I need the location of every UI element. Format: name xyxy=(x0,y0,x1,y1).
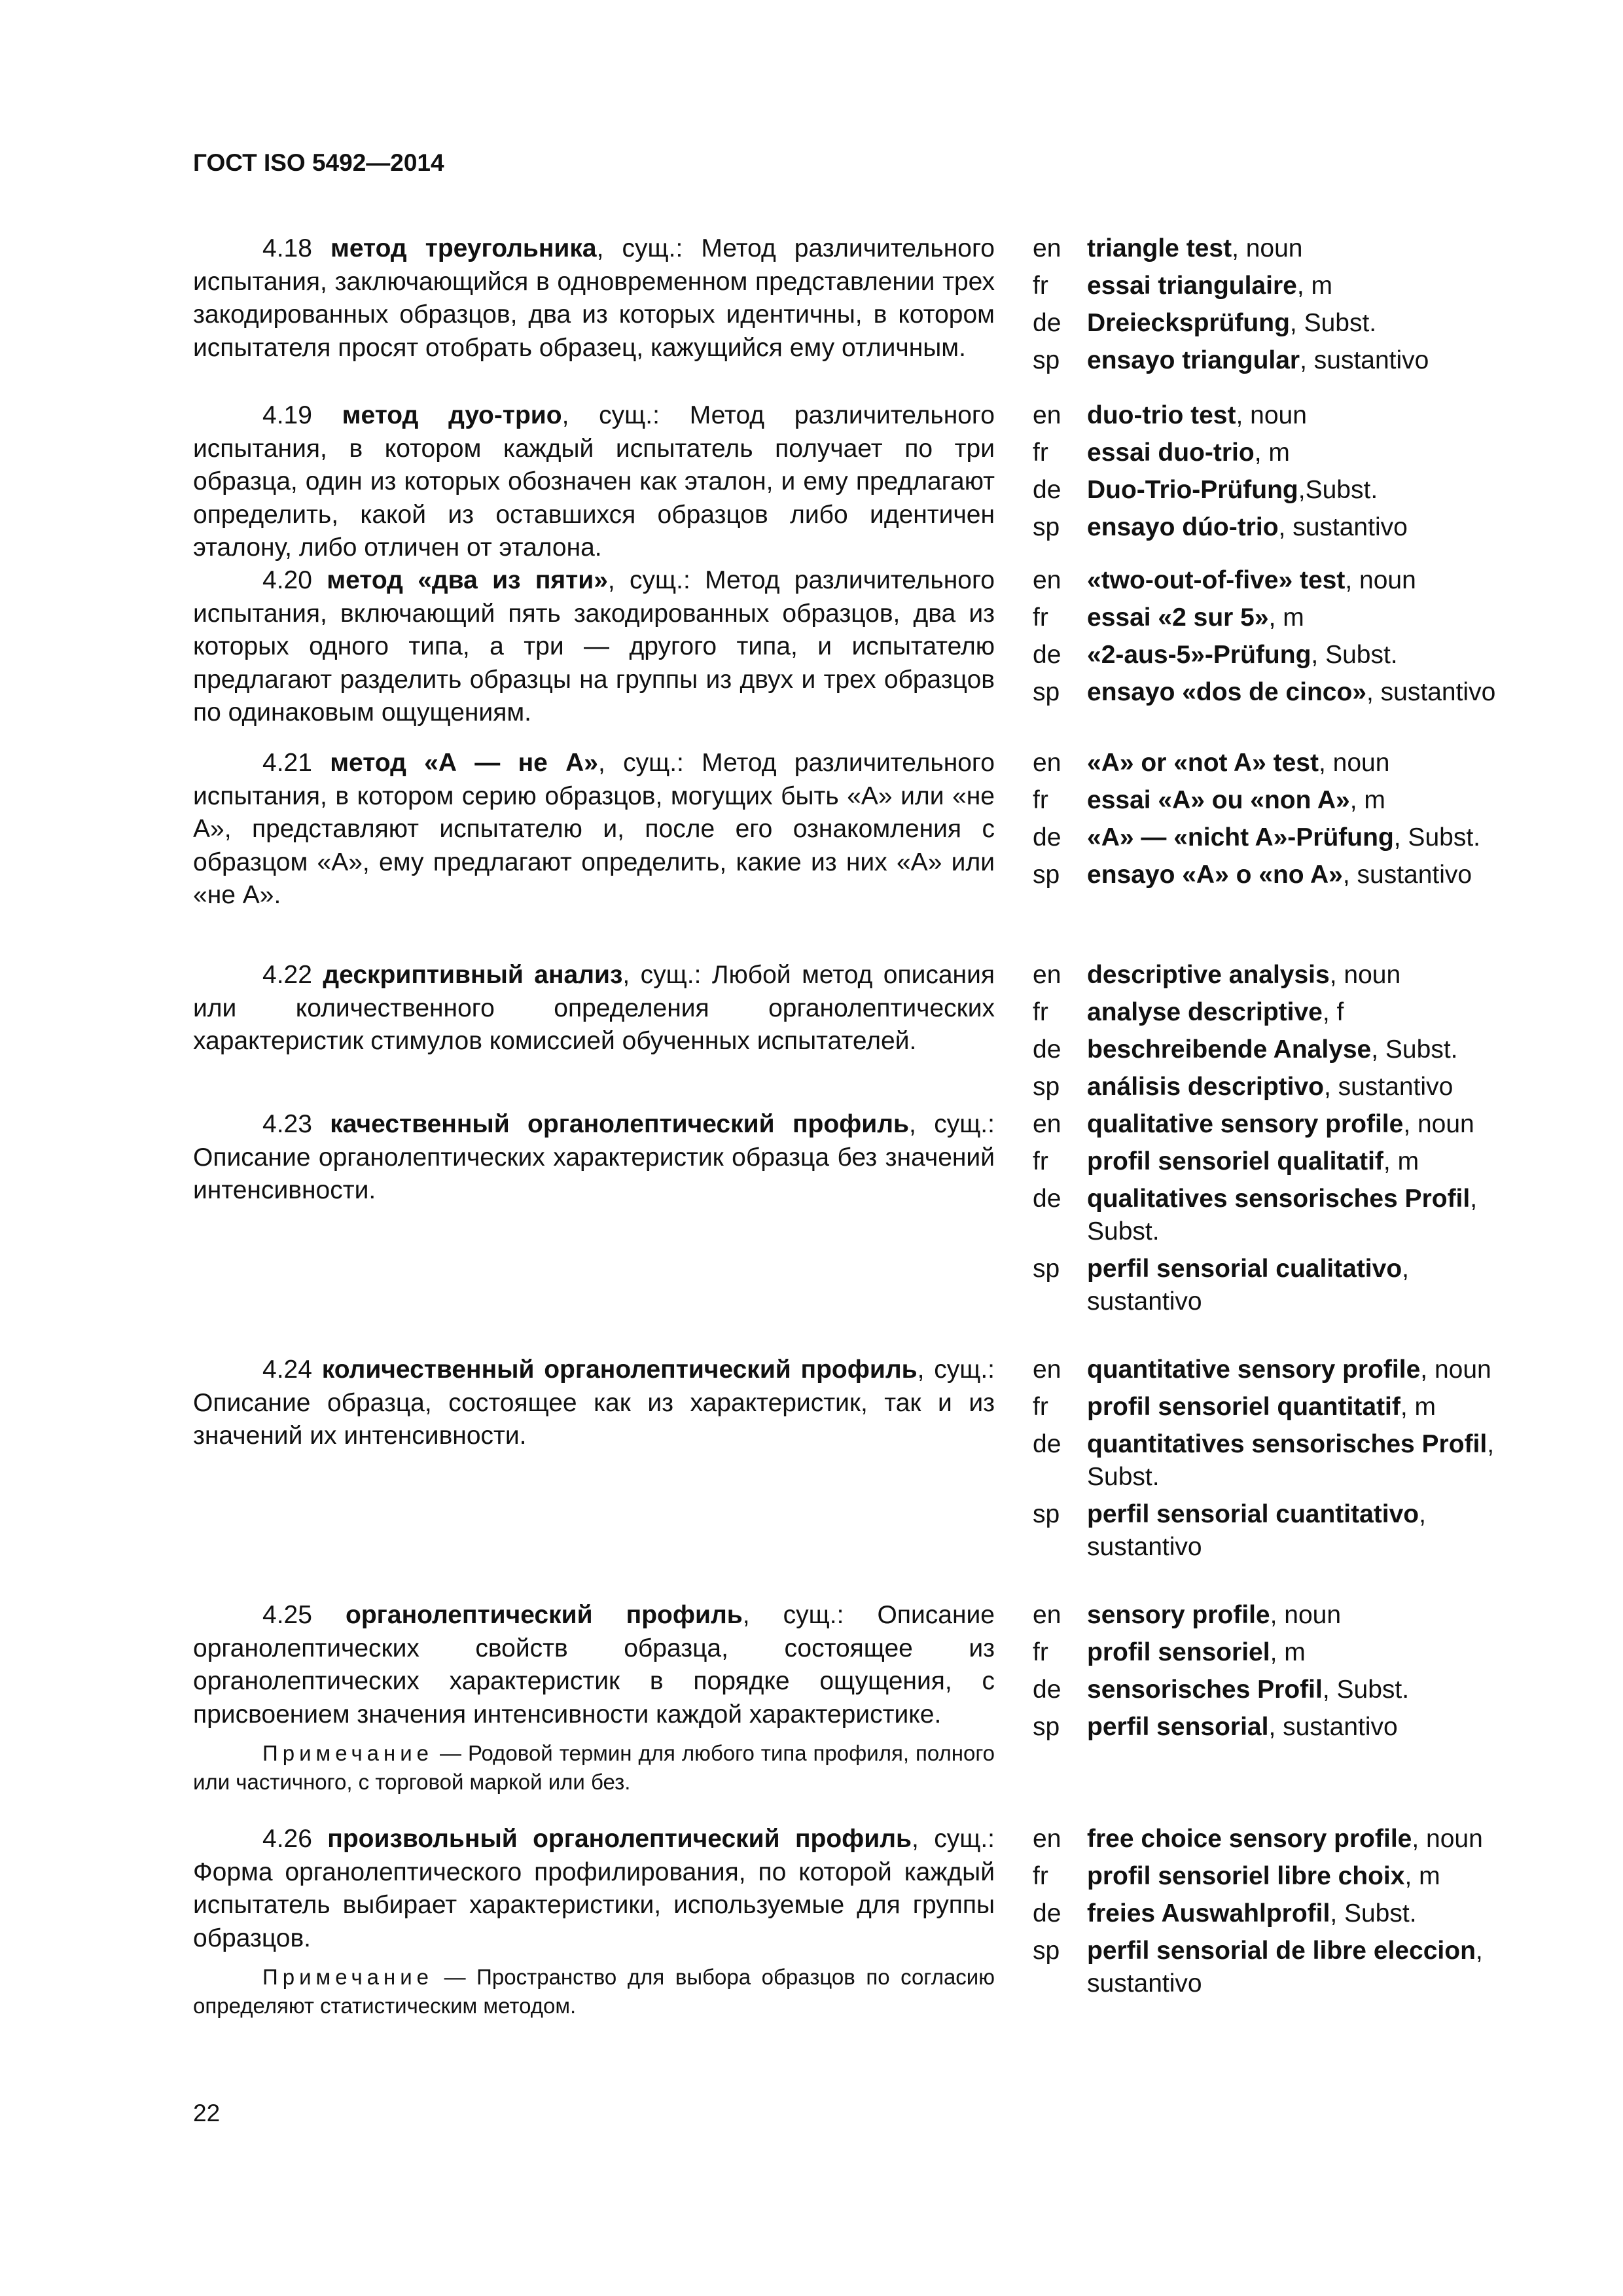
definition-paragraph xyxy=(193,959,995,1058)
definition-paragraph xyxy=(193,1599,995,1731)
translation-row xyxy=(1033,1860,1530,1893)
lang-code: de xyxy=(1033,1035,1061,1064)
lang-code: fr xyxy=(1033,439,1048,467)
lang-code: en xyxy=(1033,1825,1061,1853)
translation-term: freies Auswahlprofil xyxy=(1087,1899,1330,1928)
translation-row xyxy=(1033,1354,1530,1386)
entry-number: 4.26 xyxy=(262,1825,312,1853)
translation-row xyxy=(1033,821,1530,854)
translation-term: essai «2 sur 5» xyxy=(1087,603,1269,632)
grammar-note: , noun xyxy=(1318,749,1390,777)
translation-term: quantitatives sensorisches Profil xyxy=(1087,1430,1488,1458)
translation-term: free choice sensory profile xyxy=(1087,1825,1412,1853)
grammar-note: , Subst. xyxy=(1311,641,1398,669)
translation-term: profil sensoriel quantitatif xyxy=(1087,1393,1400,1421)
document-header: ГОСТ ISO 5492—2014 xyxy=(193,149,444,176)
entry-number: 4.22 xyxy=(262,961,312,989)
grammar-note: , noun xyxy=(1420,1355,1491,1384)
translation-term: perfil sensorial cuantitativo xyxy=(1087,1500,1419,1528)
lang-code: sp xyxy=(1033,678,1060,706)
translation-term: essai «A» ou «non A» xyxy=(1087,786,1350,814)
translation-term: «A» — «nicht A»-Prüfung xyxy=(1087,823,1394,852)
translations xyxy=(1033,232,1530,382)
definition-paragraph xyxy=(193,564,995,730)
definition-text: , сущ.: Метод различительного испытания, в котором каждый испытатель получает по три образца, один из которых обозначен как эталон, и ему предлагают определить, какой из оставшихся образцов либо идентичен эталону, либо отличен от эталона. xyxy=(193,401,995,562)
lang-code: sp xyxy=(1033,513,1060,541)
translation-row xyxy=(1033,1391,1530,1424)
russian-term: метод «А — не А» xyxy=(330,749,598,777)
translation-row xyxy=(1033,1599,1530,1632)
note-text: — Пространство для выбора образцов по согласию определяют статистическим методом. xyxy=(193,1965,995,2018)
translation-term: Dreiecksprüfung xyxy=(1087,309,1290,337)
russian-definition xyxy=(193,1108,995,1208)
translation-row xyxy=(1033,1935,1530,2000)
lang-code: fr xyxy=(1033,1638,1048,1666)
translation-term: Duo-Trio-Prüfung xyxy=(1087,476,1298,504)
lang-code: sp xyxy=(1033,1937,1060,1965)
translation-term: profil sensoriel libre choix xyxy=(1087,1862,1405,1890)
page-number: 22 xyxy=(193,2100,221,2126)
lang-code: en xyxy=(1033,749,1061,777)
lang-code: de xyxy=(1033,476,1061,504)
translation-term: perfil sensorial xyxy=(1087,1713,1269,1741)
translation-term: analyse descriptive xyxy=(1087,998,1323,1026)
definition-text: , сущ.: Метод различительного испытания, в котором серию образцов, могущих быть «А» или «не А», представляют испытателю и, после его ознакомления с образцом «А», ему предлагают определить, какие из них «А» или «не А». xyxy=(193,749,995,909)
lang-code: fr xyxy=(1033,272,1048,300)
grammar-note: , sustantivo xyxy=(1342,861,1472,889)
definition-text: , сущ.: Метод различительного испытания, включающий пять закодированных образцов, два из которых одного типа, а три — другого типа, и испытателю предлагают разделить образцы на группы из двух и трех образцов по одинаковым ощущениям. xyxy=(193,566,995,726)
russian-definition xyxy=(193,1823,995,2020)
russian-definition xyxy=(193,1354,995,1453)
translation-row xyxy=(1033,1636,1530,1669)
grammar-note: , noun xyxy=(1403,1110,1474,1138)
grammar-note: , sustantivo xyxy=(1366,678,1496,706)
lang-code: en xyxy=(1033,566,1061,594)
definition-text: , сущ.: Форма органолептического профилирования, по которой каждый испытатель выбирает характеристики, используемые для группы образцов. xyxy=(193,1825,995,1952)
note-label: Примечание xyxy=(262,1965,434,1989)
grammar-note: , m xyxy=(1270,1638,1306,1666)
russian-term: органолептический профиль xyxy=(346,1601,743,1629)
translation-term: essai duo-trio xyxy=(1087,439,1255,467)
translation-row xyxy=(1033,1823,1530,1856)
translation-term: ensayo «dos de cinco» xyxy=(1087,678,1367,706)
definition-paragraph xyxy=(193,399,995,565)
lang-code: de xyxy=(1033,641,1061,669)
grammar-note: , m xyxy=(1254,439,1290,467)
russian-definition xyxy=(193,747,995,912)
translation-row xyxy=(1033,270,1530,302)
lang-code: de xyxy=(1033,1430,1061,1458)
russian-term: метод дуо-трио xyxy=(342,401,562,429)
translation-row xyxy=(1033,996,1530,1029)
translation-row xyxy=(1033,1071,1530,1103)
note-paragraph xyxy=(193,1963,995,2020)
translation-row xyxy=(1033,1897,1530,1930)
definition-text: , сущ.: Метод различительного испытания, заключающийся в одновременном представлении трех закодированных образцов, два из которых идентичны, в котором испытателя просят отобрать образец, кажущийся ему отличным. xyxy=(193,234,995,362)
translation-term: ensayo «A» o «no A» xyxy=(1087,861,1343,889)
lang-code: en xyxy=(1033,961,1061,989)
translation-row xyxy=(1033,1711,1530,1744)
translation-term: perfil sensorial cualitativo xyxy=(1087,1255,1402,1283)
translation-term: qualitatives sensorisches Profil xyxy=(1087,1185,1471,1213)
lang-code: en xyxy=(1033,401,1061,429)
russian-term: количественный органолептический профиль xyxy=(321,1355,918,1384)
entry-number: 4.20 xyxy=(262,566,312,594)
grammar-note: , Subst. xyxy=(1289,309,1377,337)
note-label: Примечание xyxy=(262,1741,434,1765)
translation-row xyxy=(1033,474,1530,507)
grammar-note: , noun xyxy=(1232,234,1303,262)
russian-term: дескриптивный анализ xyxy=(323,961,623,989)
translation-row xyxy=(1033,344,1530,377)
translation-term: ensayo triangular xyxy=(1087,346,1300,374)
grammar-note: , noun xyxy=(1329,961,1401,989)
lang-code: en xyxy=(1033,1110,1061,1138)
entry-number: 4.23 xyxy=(262,1110,312,1138)
lang-code: en xyxy=(1033,1355,1061,1384)
translation-term: essai triangulaire xyxy=(1087,272,1297,300)
translation-term: «A» or «not A» test xyxy=(1087,749,1319,777)
translation-row xyxy=(1033,564,1530,597)
lang-code: fr xyxy=(1033,1147,1048,1175)
grammar-note: , m xyxy=(1400,1393,1436,1421)
translation-term: «two-out-of-five» test xyxy=(1087,566,1346,594)
grammar-note: , sustantivo xyxy=(1300,346,1429,374)
grammar-note: , Subst. xyxy=(1087,1430,1495,1491)
grammar-note: , sustantivo xyxy=(1324,1073,1454,1101)
translations xyxy=(1033,1599,1530,1748)
definition-paragraph xyxy=(193,1823,995,1955)
lang-code: sp xyxy=(1033,346,1060,374)
russian-definition xyxy=(193,959,995,1058)
translation-row xyxy=(1033,1183,1530,1248)
entry-number: 4.21 xyxy=(262,749,312,777)
definition-text: , сущ.: Описание органолептических характеристик образца без значений интенсивности. xyxy=(193,1110,995,1204)
grammar-note: , Subst. xyxy=(1393,823,1480,852)
lang-code: sp xyxy=(1033,1713,1060,1741)
russian-term: качественный органолептический профиль xyxy=(330,1110,910,1138)
translation-row xyxy=(1033,601,1530,634)
lang-code: sp xyxy=(1033,861,1060,889)
lang-code: de xyxy=(1033,1676,1061,1704)
grammar-note: , Subst. xyxy=(1322,1676,1410,1704)
grammar-note: , sustantivo xyxy=(1087,1500,1426,1561)
entry-number: 4.18 xyxy=(262,234,312,262)
translation-row xyxy=(1033,1145,1530,1178)
grammar-note: , sustantivo xyxy=(1087,1937,1483,1998)
translations xyxy=(1033,1108,1530,1323)
translations xyxy=(1033,1823,1530,2005)
translation-row xyxy=(1033,676,1530,709)
translation-row xyxy=(1033,232,1530,265)
translation-row xyxy=(1033,747,1530,780)
translation-row xyxy=(1033,437,1530,469)
translation-row xyxy=(1033,784,1530,817)
translation-row xyxy=(1033,511,1530,544)
entry-number: 4.25 xyxy=(262,1601,312,1629)
translations xyxy=(1033,564,1530,713)
definition-paragraph xyxy=(193,232,995,365)
grammar-note: , m xyxy=(1404,1862,1440,1890)
translation-term: ensayo dúo-trio xyxy=(1087,513,1279,541)
russian-term: метод треугольника xyxy=(330,234,597,262)
translation-row xyxy=(1033,859,1530,891)
translation-term: duo-trio test xyxy=(1087,401,1236,429)
definition-text: , сущ.: Описание органолептических свойств образца, состоящее из органолептических характеристик в порядке ощущения, с присвоением значения интенсивности каждой характеристике. xyxy=(193,1601,995,1729)
grammar-note: , sustantivo xyxy=(1278,513,1408,541)
lang-code: sp xyxy=(1033,1073,1060,1101)
grammar-note: , m xyxy=(1296,272,1332,300)
grammar-note: , noun xyxy=(1345,566,1416,594)
translation-term: análisis descriptivo xyxy=(1087,1073,1324,1101)
grammar-note: , f xyxy=(1322,998,1344,1026)
translation-term: beschreibende Analyse xyxy=(1087,1035,1372,1064)
lang-code: de xyxy=(1033,309,1061,337)
translation-row xyxy=(1033,959,1530,992)
lang-code: sp xyxy=(1033,1500,1060,1528)
lang-code: fr xyxy=(1033,1862,1048,1890)
lang-code: en xyxy=(1033,234,1061,262)
russian-definition xyxy=(193,399,995,565)
definition-text: , сущ.: Любой метод описания или количественного определения органолептических характеристик стимулов комиссией обученных испытателей. xyxy=(193,961,995,1055)
grammar-note: , Subst. xyxy=(1330,1899,1417,1928)
lang-code: de xyxy=(1033,1899,1061,1928)
grammar-note: , sustantivo xyxy=(1268,1713,1398,1741)
definition-paragraph xyxy=(193,1108,995,1208)
translation-term: profil sensoriel xyxy=(1087,1638,1270,1666)
translation-row xyxy=(1033,399,1530,432)
note-text: — Родовой термин для любого типа профиля, полного или частичного, с торговой маркой или без. xyxy=(193,1741,995,1794)
translation-row xyxy=(1033,307,1530,340)
lang-code: fr xyxy=(1033,1393,1048,1421)
translation-term: sensory profile xyxy=(1087,1601,1270,1629)
translation-row xyxy=(1033,1108,1530,1141)
grammar-note: , Subst. xyxy=(1371,1035,1458,1064)
translations xyxy=(1033,959,1530,1108)
translation-row xyxy=(1033,1674,1530,1706)
lang-code: fr xyxy=(1033,998,1048,1026)
lang-code: fr xyxy=(1033,786,1048,814)
translation-row xyxy=(1033,1033,1530,1066)
definition-paragraph xyxy=(193,1354,995,1453)
translation-term: qualitative sensory profile xyxy=(1087,1110,1404,1138)
translation-row xyxy=(1033,1498,1530,1564)
translations xyxy=(1033,1354,1530,1568)
entry-number: 4.24 xyxy=(262,1355,312,1384)
lang-code: en xyxy=(1033,1601,1061,1629)
russian-definition xyxy=(193,564,995,730)
lang-code: sp xyxy=(1033,1255,1060,1283)
russian-term: произвольный органолептический профиль xyxy=(327,1825,912,1853)
translation-row xyxy=(1033,1253,1530,1318)
translation-term: profil sensoriel qualitatif xyxy=(1087,1147,1383,1175)
grammar-note: , m xyxy=(1268,603,1304,632)
translation-term: sensorisches Profil xyxy=(1087,1676,1323,1704)
russian-definition xyxy=(193,232,995,365)
russian-term: метод «два из пяти» xyxy=(327,566,608,594)
definition-text: , сущ.: Описание образца, состоящее как из характеристик, так и из значений их интенсивности. xyxy=(193,1355,995,1450)
translation-row xyxy=(1033,1428,1530,1494)
translation-term: triangle test xyxy=(1087,234,1232,262)
grammar-note: , noun xyxy=(1270,1601,1342,1629)
translation-term: quantitative sensory profile xyxy=(1087,1355,1421,1384)
russian-definition xyxy=(193,1599,995,1797)
grammar-note: , m xyxy=(1349,786,1385,814)
translations xyxy=(1033,399,1530,548)
grammar-note: , noun xyxy=(1412,1825,1483,1853)
grammar-note: , sustantivo xyxy=(1087,1255,1410,1316)
grammar-note: ,Subst. xyxy=(1298,476,1378,504)
translations xyxy=(1033,747,1530,896)
entry-number: 4.19 xyxy=(262,401,312,429)
translation-term: descriptive analysis xyxy=(1087,961,1330,989)
lang-code: de xyxy=(1033,1185,1061,1213)
grammar-note: , noun xyxy=(1236,401,1307,429)
translation-term: «2-aus-5»-Prüfung xyxy=(1087,641,1311,669)
definition-paragraph xyxy=(193,747,995,912)
translation-row xyxy=(1033,639,1530,672)
note-paragraph xyxy=(193,1739,995,1797)
translation-term: perfil sensorial de libre eleccion xyxy=(1087,1937,1476,1965)
lang-code: fr xyxy=(1033,603,1048,632)
grammar-note: , m xyxy=(1383,1147,1419,1175)
grammar-note: , Subst. xyxy=(1087,1185,1478,1246)
lang-code: de xyxy=(1033,823,1061,852)
